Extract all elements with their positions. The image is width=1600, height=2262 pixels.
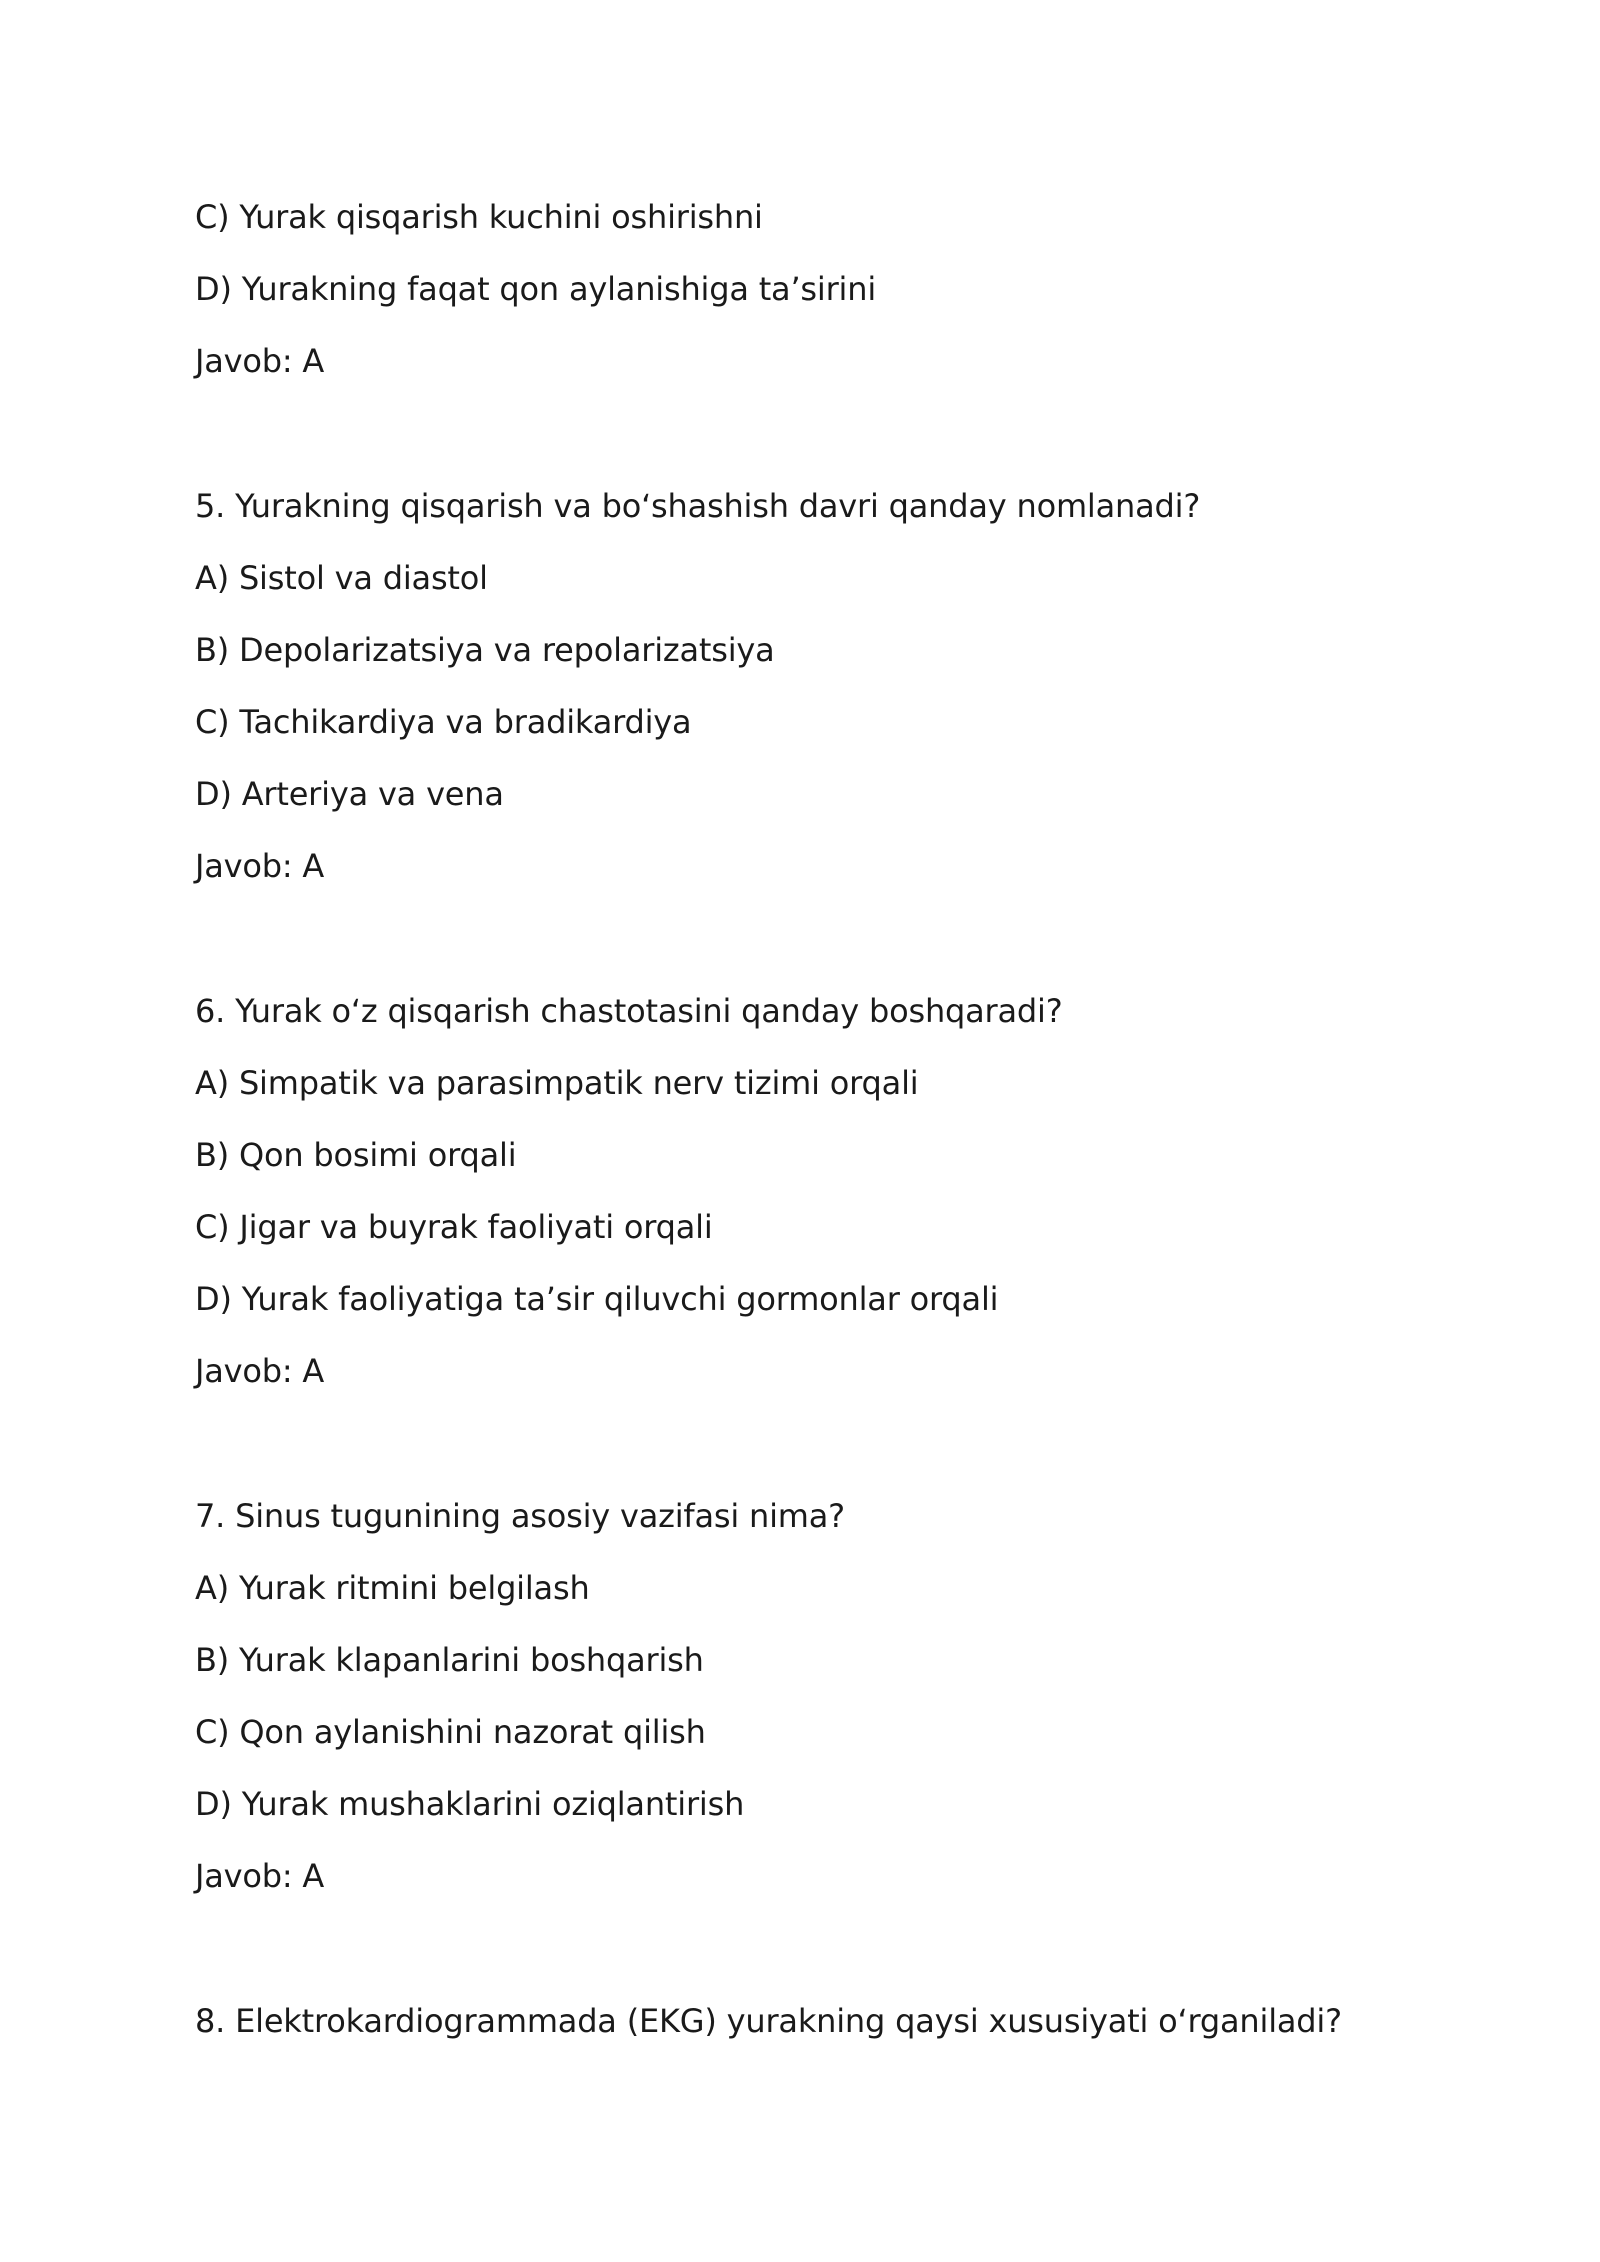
option-b: B) Qon bosimi orqali — [195, 1136, 517, 1174]
answer-line: Javob: A — [195, 1352, 325, 1390]
option-a: A) Simpatik va parasimpatik nerv tizimi orqali — [195, 1064, 919, 1102]
option-c: C) Yurak qisqarish kuchini oshirishni — [195, 198, 763, 236]
answer-line: Javob: A — [195, 847, 325, 885]
option-c: C) Tachikardiya va bradikardiya — [195, 703, 692, 741]
question-8: 8. Elektrokardiogrammada (EKG) yurakning qaysi xususiyati o‘rganiladi? — [195, 2002, 1342, 2040]
option-d: D) Yurakning faqat qon aylanishiga ta’sirini — [195, 270, 877, 308]
option-c: C) Qon aylanishini nazorat qilish — [195, 1713, 706, 1751]
option-d: D) Yurak mushaklarini oziqlantirish — [195, 1785, 745, 1823]
question-5: 5. Yurakning qisqarish va bo‘shashish davri qanday nomlanadi? — [195, 487, 1201, 525]
question-7: 7. Sinus tugunining asosiy vazifasi nima? — [195, 1497, 845, 1535]
question-6: 6. Yurak o‘z qisqarish chastotasini qanday boshqaradi? — [195, 992, 1063, 1030]
option-b: B) Yurak klapanlarini boshqarish — [195, 1641, 704, 1679]
option-a: A) Yurak ritmini belgilash — [195, 1569, 590, 1607]
answer-line: Javob: A — [195, 342, 325, 380]
option-c: C) Jigar va buyrak faoliyati orqali — [195, 1208, 713, 1246]
option-d: D) Yurak faoliyatiga ta’sir qiluvchi gormonlar orqali — [195, 1280, 999, 1318]
option-b: B) Depolarizatsiya va repolarizatsiya — [195, 631, 775, 669]
option-a: A) Sistol va diastol — [195, 559, 488, 597]
option-d: D) Arteriya va vena — [195, 775, 504, 813]
answer-line: Javob: A — [195, 1857, 325, 1895]
